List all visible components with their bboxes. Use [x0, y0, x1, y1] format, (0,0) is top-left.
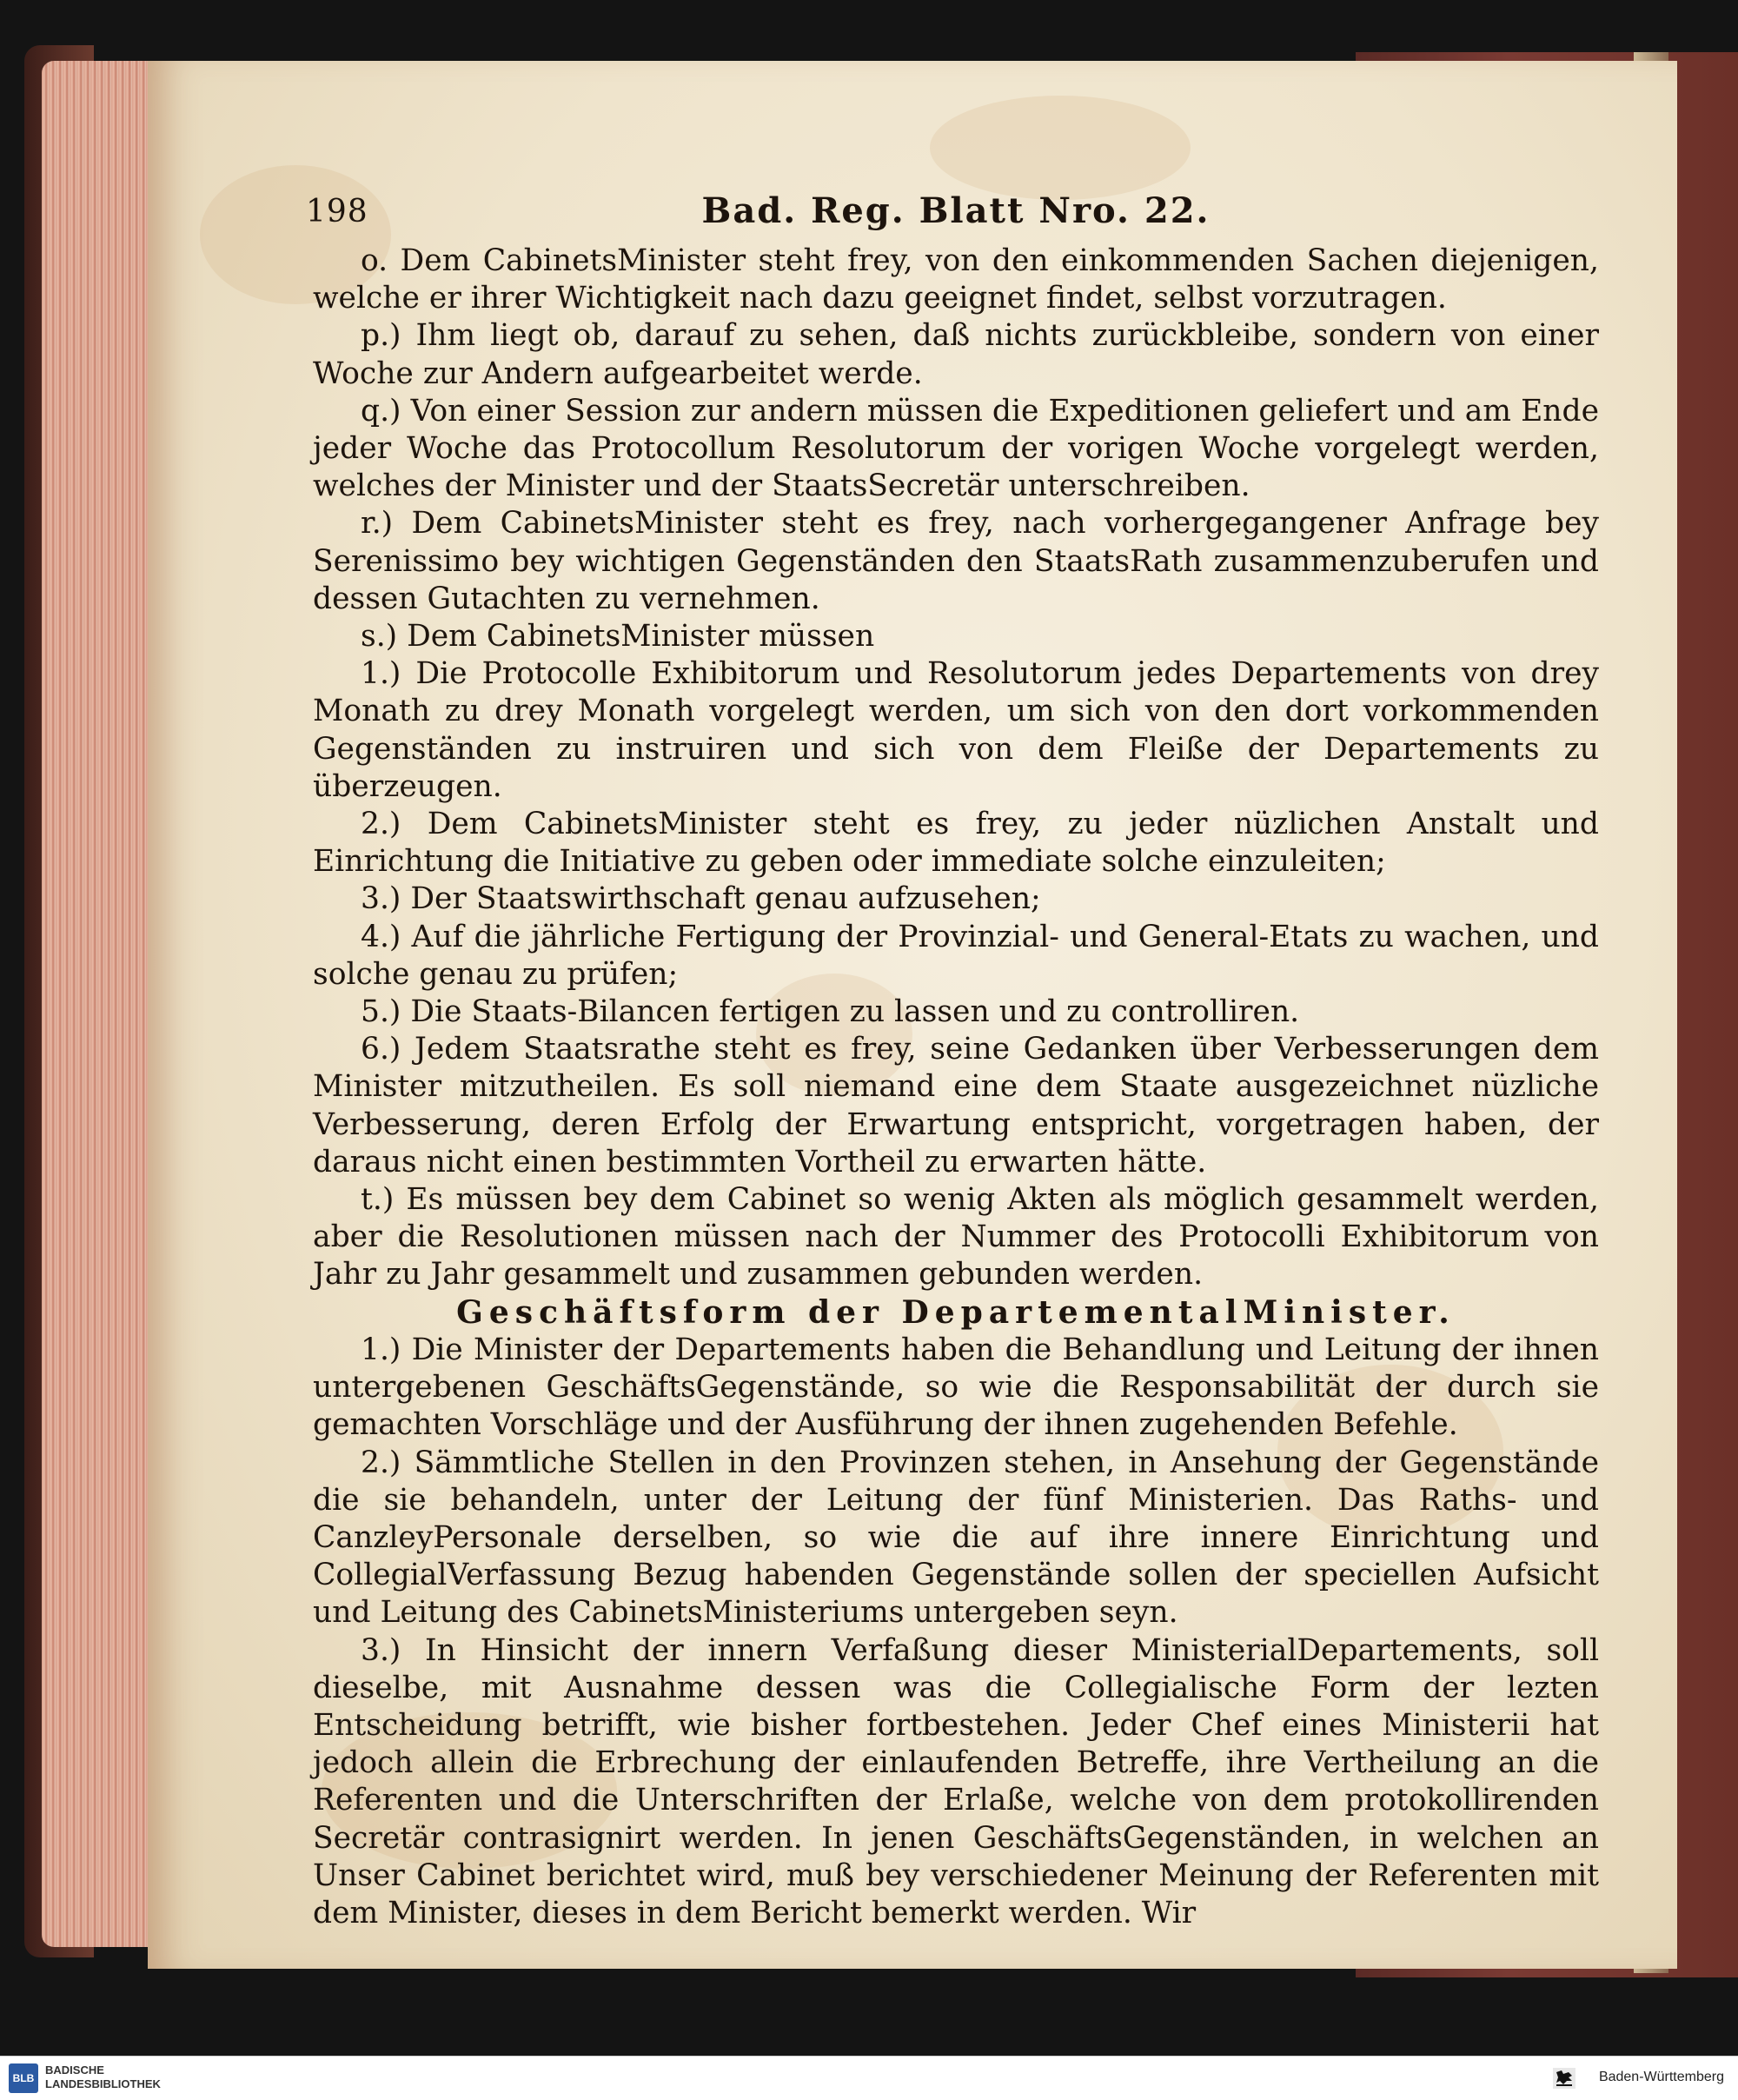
paragraph-s-1: 1.) Die Protocolle Exhibitorum und Resolutorum jedes Departements von drey Monath zu drey Monath vorgelegt werden, um sich von den dort vorkommenden Gegenständen zu instruiren und sich von dem Fleiße der Departements zu überzeugen. [313, 656, 1599, 804]
paragraph-s-6: 6.) Jedem Staatsrathe steht es frey, seine Gedanken über Verbesserungen dem Minister mitzutheilen. Es soll niemand eine dem Staate ausgezeichnet nüzliche Verbesserung, deren Erfolg der Erwartung entspricht, vorgetragen haben, der daraus nicht einen bestimmten Vortheil zu erwarten hätte. [313, 1032, 1599, 1180]
page-text [306, 187, 1599, 1932]
paragraph-s-4: 4.) Auf die jährliche Fertigung der Provinzial- und General-Etats zu wachen, und solche genau zu prüfen; [313, 919, 1599, 992]
viewer-footer [0, 2056, 1738, 2100]
page-edges [42, 61, 163, 1947]
blb-logo-icon[interactable]: BLB [9, 2063, 38, 2093]
blb-name[interactable] [45, 2063, 161, 2091]
blb-name-line2: LANDESBIBLIOTHEK [45, 2077, 161, 2090]
paragraph-s: s.) Dem CabinetsMinister müssen [361, 619, 875, 655]
section-paragraph-1: 1.) Die Minister der Departements haben die Behandlung und Leitung der ihnen untergebenen GeschäftsGegenstände, so wie die Responsabilität der durch sie gemachten Vorschläge und der Ausführung der ihnen zugehenden Befehle. [313, 1332, 1599, 1443]
page-number: 198 [306, 194, 368, 229]
running-title: Bad. Reg. Blatt Nro. 22. [701, 190, 1211, 231]
paragraph-s-5: 5.) Die Staats-Bilancen fertigen zu lassen und zu controlliren. [361, 994, 1300, 1030]
page-header [306, 187, 1599, 236]
paragraph-q: q.) Von einer Session zur andern müssen die Expeditionen geliefert und am Ende jeder Woche das Protocollum Resolutorum der vorigen Woche vorgelegt werden, welches der Minister und der StaatsSecretär unterschreiben. [313, 393, 1599, 504]
paragraph-t: t.) Es müssen bey dem Cabinet so wenig Akten als möglich gesammelt werden, aber die Resolutionen müssen nach der Nummer des Protocolli Exhibitorum von Jahr zu Jahr gesammelt und zusammen gebunden werden. [313, 1182, 1599, 1293]
blb-name-line1: BADISCHE [45, 2063, 104, 2077]
paragraph-o: o. Dem CabinetsMinister steht frey, von den einkommenden Sachen diejenigen, welche er ihrer Wichtigkeit nach dazu geeignet findet, selbst vorzutragen. [313, 243, 1599, 316]
baden-wuerttemberg-name[interactable]: Baden-Württemberg [1598, 2070, 1724, 2084]
section-paragraph-2: 2.) Sämmtliche Stellen in den Provinzen stehen, in Ansehung der Gegenstände die sie behandeln, unter der Leitung der fünf Ministerien. Das Raths- und CanzleyPersonale derselben, so wie die auf ihre innere Einrichtung und CollegialVerfassung Bezug habenden Gegenstände sollen der speciellen Aufsicht und Leitung des CabinetsMinisteriums untergeben seyn. [313, 1445, 1599, 1631]
paragraph-s-2: 2.) Dem CabinetsMinister steht es frey, zu jeder nüzlichen Anstalt und Einrichtung die Initiative zu geben oder immediate solche einzuleiten; [313, 807, 1599, 880]
section-paragraph-3: 3.) In Hinsicht der innern Verfaßung dieser MinisterialDepartements, soll dieselbe, mit Ausnahme dessen was die Collegialische Form der lezten Entscheidung betrifft, wie bisher fortbestehen. Jeder Chef eines Ministerii hat jedoch allein die Erbrechung der einlaufenden Betreffe, ihre Vertheilung an die Referenten und die Unterschriften der Erlaße, welche von dem protokollirenden Secretär contrasignirt werden. In jenen GeschäftsGegenständen, in welchen an Unser Cabinet berichtet wird, muß bey verschiedener Meinung der Referenten mit dem Minister, dieses in dem Bericht bemerkt werden. Wir [313, 1632, 1599, 1931]
section-heading: Geschäftsform der DepartementalMinister. [456, 1293, 1456, 1331]
foxing-stain [930, 96, 1191, 200]
paragraph-s-3: 3.) Der Staatswirthschaft genau aufzusehen; [361, 881, 1041, 917]
paragraph-r: r.) Dem CabinetsMinister steht es frey, nach vorhergegangener Anfrage bey Serenissimo bey wichtigen Gegenständen den StaatsRath zusammenzuberufen und dessen Gutachten zu vernehmen. [313, 506, 1599, 616]
baden-wuerttemberg-lion-icon[interactable] [1551, 2065, 1577, 2091]
paragraph-p: p.) Ihm liegt ob, darauf zu sehen, daß nichts zurückbleibe, sondern von einer Woche zur Andern aufgearbeitet werde. [313, 318, 1599, 391]
